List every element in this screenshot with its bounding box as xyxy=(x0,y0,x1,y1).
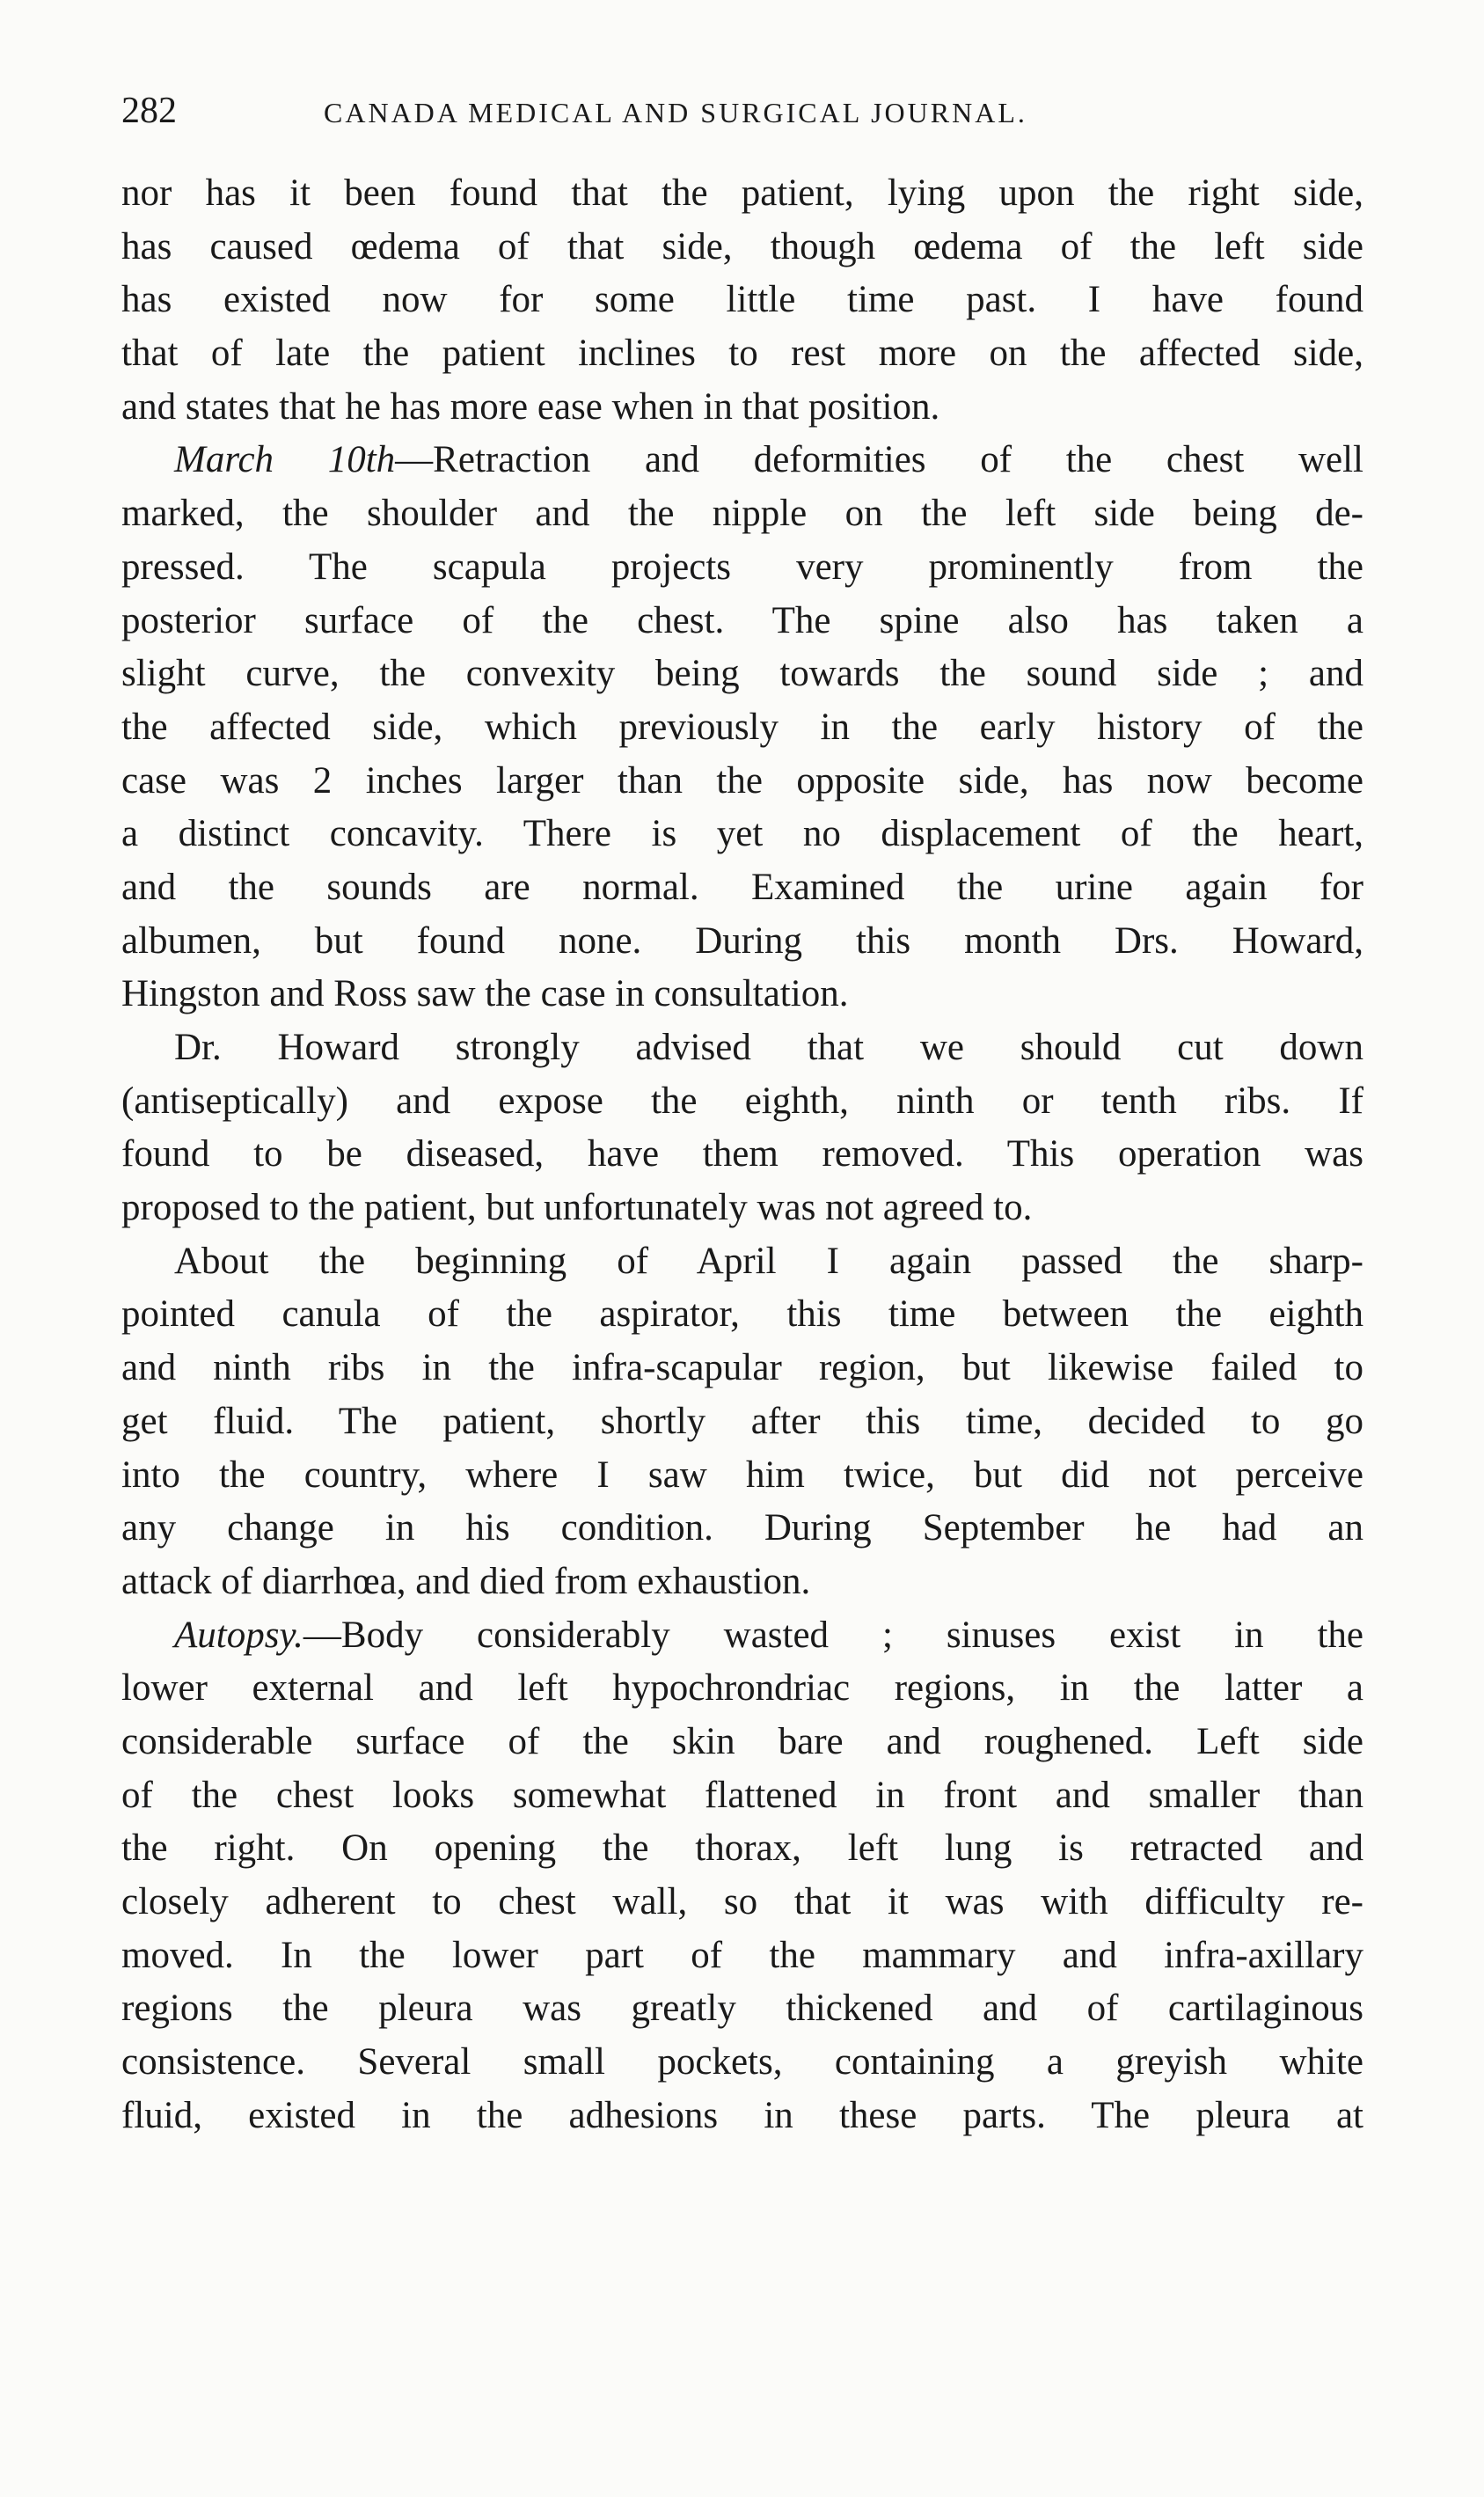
text-fragment: —Retraction and deformities of the chest well xyxy=(395,439,1363,481)
text-line: the affected side, which previously in the early history of the xyxy=(121,706,1363,748)
text-line: attack of diarrhœa, and died from exhaustion. xyxy=(121,1560,811,1602)
text-line xyxy=(121,1609,1363,1663)
text-line: considerable surface of the skin bare and roughened. Left side xyxy=(121,1720,1363,1762)
running-head xyxy=(121,84,1353,137)
text-line: Dr. Howard strongly advised that we should cut down xyxy=(174,1027,1363,1068)
text-line: found to be diseased, have them removed. This operation was xyxy=(121,1133,1363,1175)
text-line: (antiseptically) and expose the eighth, ninth or tenth ribs. If xyxy=(121,1080,1363,1122)
text-line: fluid, existed in the adhesions in these parts. The pleura at xyxy=(121,2094,1363,2136)
text-line: any change in his condition. During September he had an xyxy=(121,1507,1363,1549)
text-line: and ninth ribs in the infra-scapular region, but likewise failed to xyxy=(121,1347,1363,1389)
text-line: the right. On opening the thorax, left lung is retracted and xyxy=(121,1827,1363,1870)
date-heading: March 10th xyxy=(174,439,396,481)
text-line: posterior surface of the chest. The spine also has taken a xyxy=(121,599,1363,641)
text-line: marked, the shoulder and the nipple on the left side being de- xyxy=(121,493,1363,535)
text-line: lower external and left hypochrondriac regions, in the latter a xyxy=(121,1667,1363,1710)
text-line: nor has it been found that the patient, lying upon the right side, xyxy=(121,172,1363,214)
text-line: case was 2 inches larger than the opposite side, has now become xyxy=(121,759,1363,802)
text-line: About the beginning of April I again passed the sharp- xyxy=(174,1240,1363,1282)
text-line: of the chest looks somewhat flattened in front and smaller than xyxy=(121,1774,1363,1816)
text-line: consistence. Several small pockets, containing a greyish white xyxy=(121,2041,1363,2083)
text-line: that of late the patient inclines to rest more on the affected side, xyxy=(121,333,1363,375)
page-number: 282 xyxy=(121,91,177,131)
text-line: has existed now for some little time past. I have found xyxy=(121,279,1363,321)
article-body xyxy=(121,167,1363,2142)
text-line: get fluid. The patient, shortly after this time, decided to go xyxy=(121,1400,1363,1442)
text-line: into the country, where I saw him twice, but did not perceive xyxy=(121,1454,1363,1496)
text-line xyxy=(121,434,1363,487)
text-line: a distinct concavity. There is yet no displacement of the heart, xyxy=(121,813,1363,855)
text-line: Hingston and Ross saw the case in consultation. xyxy=(121,973,849,1015)
text-line: proposed to the patient, but unfortunately was not agreed to. xyxy=(121,1187,1033,1229)
section-heading-autopsy: Autopsy. xyxy=(174,1614,303,1656)
text-line: regions the pleura was greatly thickened and of cartilaginous xyxy=(121,1988,1363,2030)
journal-title: CANADA MEDICAL AND SURGICAL JOURNAL. xyxy=(324,97,1027,128)
text-line: pointed canula of the aspirator, this time between the eighth xyxy=(121,1293,1363,1336)
text-line: has caused œdema of that side, though œdema of the left side xyxy=(121,225,1363,267)
text-line: pressed. The scapula projects very prominently from the xyxy=(121,546,1363,588)
text-line: and the sounds are normal. Examined the urine again for xyxy=(121,866,1363,908)
text-line: slight curve, the convexity being towards the sound side ; and xyxy=(121,653,1363,695)
text-line: albumen, but found none. During this month Drs. Howard, xyxy=(121,919,1363,962)
text-line: closely adherent to chest wall, so that it was with difficulty re- xyxy=(121,1881,1363,1922)
text-fragment: —Body considerably wasted ; sinuses exist in the xyxy=(303,1614,1363,1656)
text-line: and states that he has more ease when in that position. xyxy=(121,385,940,428)
text-line: moved. In the lower part of the mammary and infra-axillary xyxy=(121,1934,1363,1976)
